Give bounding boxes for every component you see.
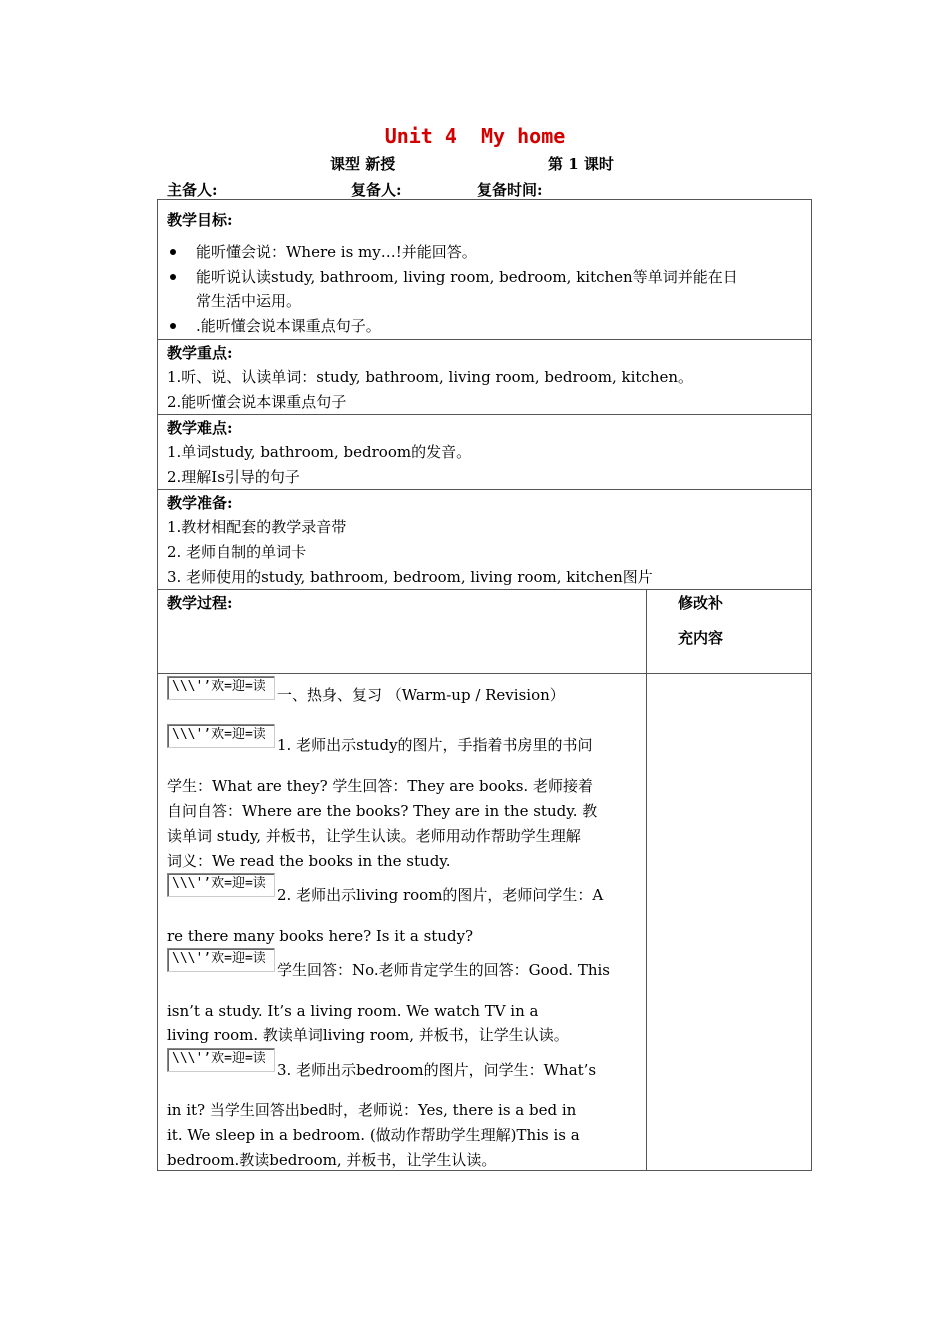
embedded-text-box[interactable]: \\\'’欢=迎=读 <box>167 724 275 748</box>
process-line: 学生回答：No.老师肯定学生的回答：Good. This <box>277 961 611 979</box>
process-line: 读单词 study, 并板书，让学生认读。老师用动作帮助学生理解 <box>167 827 581 845</box>
objectives-heading: 教学目标: <box>167 211 233 229</box>
process-line: bedroom.教读bedroom, 并板书，让学生认读。 <box>167 1151 497 1169</box>
bullet-icon <box>170 249 176 255</box>
bullet-icon <box>170 274 176 280</box>
process-line: 1. 老师出示study的图片，手指着书房里的书问 <box>277 736 593 754</box>
row-divider <box>157 673 812 674</box>
objective-item: .能听懂会说本课重点句子。 <box>196 317 381 335</box>
process-line: 词义：We read the books in the study. <box>167 852 451 870</box>
main-preparer-label: 主备人: <box>167 181 218 199</box>
table-border-bottom <box>157 1170 812 1171</box>
bullet-icon <box>170 323 176 329</box>
revision-notes-heading: 修改补 <box>678 594 724 612</box>
embedded-text-box[interactable]: \\\'’欢=迎=读 <box>167 1048 275 1072</box>
process-line: 学生：What are they? 学生回答：They are books. 老师接着 <box>167 777 593 795</box>
course-type: 课型 新授 <box>330 155 396 173</box>
process-line: isn’t a study. It’s a living room. We watch TV in a <box>167 1002 539 1020</box>
process-line: 一、热身、复习 （Warm-up / Revision） <box>277 686 565 704</box>
column-divider <box>646 589 647 1171</box>
process-line: living room. 教读单词living room, 并板书，让学生认读。 <box>167 1026 569 1044</box>
row-divider <box>157 589 812 590</box>
table-border-left <box>157 199 158 1171</box>
difficulties-heading: 教学难点: <box>167 419 233 437</box>
row-divider <box>157 489 812 490</box>
process-line: in it? 当学生回答出bed时，老师说：Yes, there is a bed in <box>167 1101 577 1119</box>
embedded-text-box[interactable]: \\\'’欢=迎=读 <box>167 873 275 897</box>
key-point-line: 2.能听懂会说本课重点句子 <box>167 393 347 411</box>
preparation-line: 3. 老师使用的study, bathroom, bedroom, living room, kitchen图片 <box>167 568 653 586</box>
table-border-right <box>811 199 812 1171</box>
preparation-line: 2. 老师自制的单词卡 <box>167 543 307 561</box>
process-heading: 教学过程: <box>167 594 233 612</box>
co-preparer-label: 复备人: <box>351 181 402 199</box>
prep-time-label: 复备时间: <box>477 181 543 199</box>
difficulty-line: 2.理解Is引导的句子 <box>167 468 300 486</box>
embedded-text-box[interactable]: \\\'’欢=迎=读 <box>167 676 275 700</box>
process-line: 自问自答：Where are the books? They are in the study. 教 <box>167 802 598 820</box>
page-title: Unit 4 My home <box>384 124 566 148</box>
process-line: 3. 老师出示bedroom的图片，问学生：What’s <box>277 1061 597 1079</box>
process-line: re there many books here? Is it a study? <box>167 927 474 945</box>
embedded-text-box[interactable]: \\\'’欢=迎=读 <box>167 948 275 972</box>
process-line: it. We sleep in a bedroom. (做动作帮助学生理解)This is a <box>167 1126 580 1144</box>
lesson-plan-table <box>157 199 812 1171</box>
preparation-heading: 教学准备: <box>167 494 233 512</box>
table-border-top <box>157 199 812 200</box>
process-line: 2. 老师出示living room的图片，老师问学生：A <box>277 886 604 904</box>
difficulty-line: 1.单词study, bathroom, bedroom的发音。 <box>167 443 472 461</box>
objective-item: 能听懂会说：Where is my…!并能回答。 <box>196 243 477 261</box>
lesson-number: 第 1 课时 <box>548 155 614 173</box>
revision-notes-heading-cont: 充内容 <box>678 629 724 647</box>
key-points-heading: 教学重点: <box>167 344 233 362</box>
preparation-line: 1.教材相配套的教学录音带 <box>167 518 347 536</box>
key-point-line: 1.听、说、认读单词：study, bathroom, living room, bedroom, kitchen。 <box>167 368 694 386</box>
objective-item: 常生活中运用。 <box>196 292 302 310</box>
row-divider <box>157 339 812 340</box>
objective-item: 能听说认读study, bathroom, living room, bedroom, kitchen等单词并能在日 <box>196 268 738 286</box>
row-divider <box>157 414 812 415</box>
